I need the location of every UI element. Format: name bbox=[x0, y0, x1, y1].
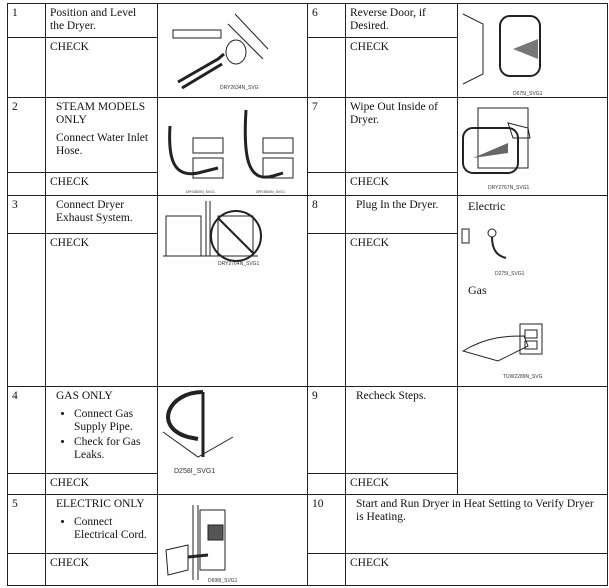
image-caption: D258I_SVG1 bbox=[174, 468, 216, 475]
step-title: GAS ONLY bbox=[56, 390, 113, 402]
step-title: Recheck Steps. bbox=[346, 387, 458, 474]
gas-label: Gas bbox=[468, 283, 487, 297]
step-title: Connect Dryer Exhaust System. bbox=[46, 196, 158, 234]
leveling-illustration bbox=[158, 4, 308, 98]
step-number: 3 bbox=[8, 196, 46, 234]
step-title: Position and Level the Dryer. bbox=[46, 4, 158, 38]
image-caption: DRY2764N_SVG1 bbox=[218, 261, 260, 267]
check-label[interactable]: CHECK bbox=[46, 38, 158, 98]
step-bullet: • Connect Electrical Cord. bbox=[74, 516, 153, 542]
step-bullet: • Connect Gas Supply Pipe. bbox=[74, 408, 153, 434]
check-label[interactable]: CHECK bbox=[46, 474, 158, 495]
image-caption: D275I_SVG1 bbox=[495, 271, 525, 277]
check-label[interactable]: CHECK bbox=[346, 474, 458, 495]
image-caption: DRY2767N_SVG1 bbox=[488, 185, 530, 191]
empty-image-cell bbox=[458, 387, 608, 495]
step-number: 7 bbox=[308, 98, 346, 173]
check-number-cell bbox=[308, 234, 346, 387]
water-hose-icon bbox=[158, 98, 308, 195]
step-number: 8 bbox=[308, 196, 346, 234]
step-number: 1 bbox=[8, 4, 46, 38]
step-bullet: • Check for Gas Leaks. bbox=[74, 436, 153, 462]
image-caption: DRY2634N_SVG bbox=[220, 85, 259, 91]
check-label[interactable]: CHECK bbox=[346, 234, 458, 387]
installation-checklist-table bbox=[7, 3, 608, 586]
check-number-cell bbox=[8, 234, 46, 387]
step-number: 4 bbox=[8, 387, 46, 474]
step-number: 9 bbox=[308, 387, 346, 474]
check-number-cell bbox=[8, 38, 46, 98]
step-text bbox=[46, 495, 158, 554]
dryer-drum-icon bbox=[458, 98, 608, 195]
step-title: ELECTRIC ONLY bbox=[56, 498, 145, 510]
step-title: Plug In the Dryer. bbox=[346, 196, 458, 234]
door-illustration bbox=[458, 4, 608, 98]
check-number-cell bbox=[8, 474, 46, 495]
step-text bbox=[46, 387, 158, 474]
step-detail: Connect Water Inlet Hose. bbox=[56, 132, 149, 157]
step-number: 2 bbox=[8, 98, 46, 173]
step-title: Reverse Door, if Desired. bbox=[346, 4, 458, 38]
check-label[interactable]: CHECK bbox=[46, 554, 158, 586]
check-number-cell bbox=[308, 474, 346, 495]
exhaust-vent-icon bbox=[158, 196, 308, 386]
check-number-cell bbox=[308, 38, 346, 98]
step-title: STEAM MODELS ONLY bbox=[56, 101, 146, 126]
terminal-block-icon bbox=[158, 495, 308, 585]
step-number: 6 bbox=[308, 4, 346, 38]
check-label[interactable]: CHECK bbox=[346, 554, 608, 586]
image-caption: TUW2289N_SVG bbox=[503, 374, 543, 380]
image-caption: DRY2800N_SVG1 bbox=[186, 190, 215, 194]
check-label[interactable]: CHECK bbox=[46, 173, 158, 196]
check-label[interactable]: CHECK bbox=[346, 38, 458, 98]
check-label[interactable]: CHECK bbox=[46, 234, 158, 387]
exhaust-illustration bbox=[158, 196, 308, 387]
electric-label: Electric bbox=[468, 199, 506, 213]
check-number-cell bbox=[8, 173, 46, 196]
step-title: Start and Run Dryer in Heat Setting to Verify Dryer is Heating. bbox=[346, 495, 608, 554]
plug-in-illustration bbox=[458, 196, 608, 387]
water-hose-illustration bbox=[158, 98, 308, 196]
wipe-drum-illustration bbox=[458, 98, 608, 196]
electrical-cord-illustration bbox=[158, 495, 308, 586]
check-label[interactable]: CHECK bbox=[346, 173, 458, 196]
dryer-door-icon bbox=[458, 4, 608, 97]
image-caption: D675I_SVG1 bbox=[513, 91, 543, 97]
check-number-cell bbox=[308, 173, 346, 196]
gas-pipe-illustration bbox=[158, 387, 308, 495]
check-number-cell bbox=[308, 554, 346, 586]
step-number: 10 bbox=[308, 495, 346, 554]
step-title: Wipe Out Inside of Dryer. bbox=[346, 98, 458, 173]
step-number: 5 bbox=[8, 495, 46, 554]
check-number-cell bbox=[8, 554, 46, 586]
step-text bbox=[46, 98, 158, 173]
image-caption: DRY2800N_SVG1 bbox=[256, 190, 285, 194]
image-caption: D698I_SVG1 bbox=[208, 578, 238, 584]
